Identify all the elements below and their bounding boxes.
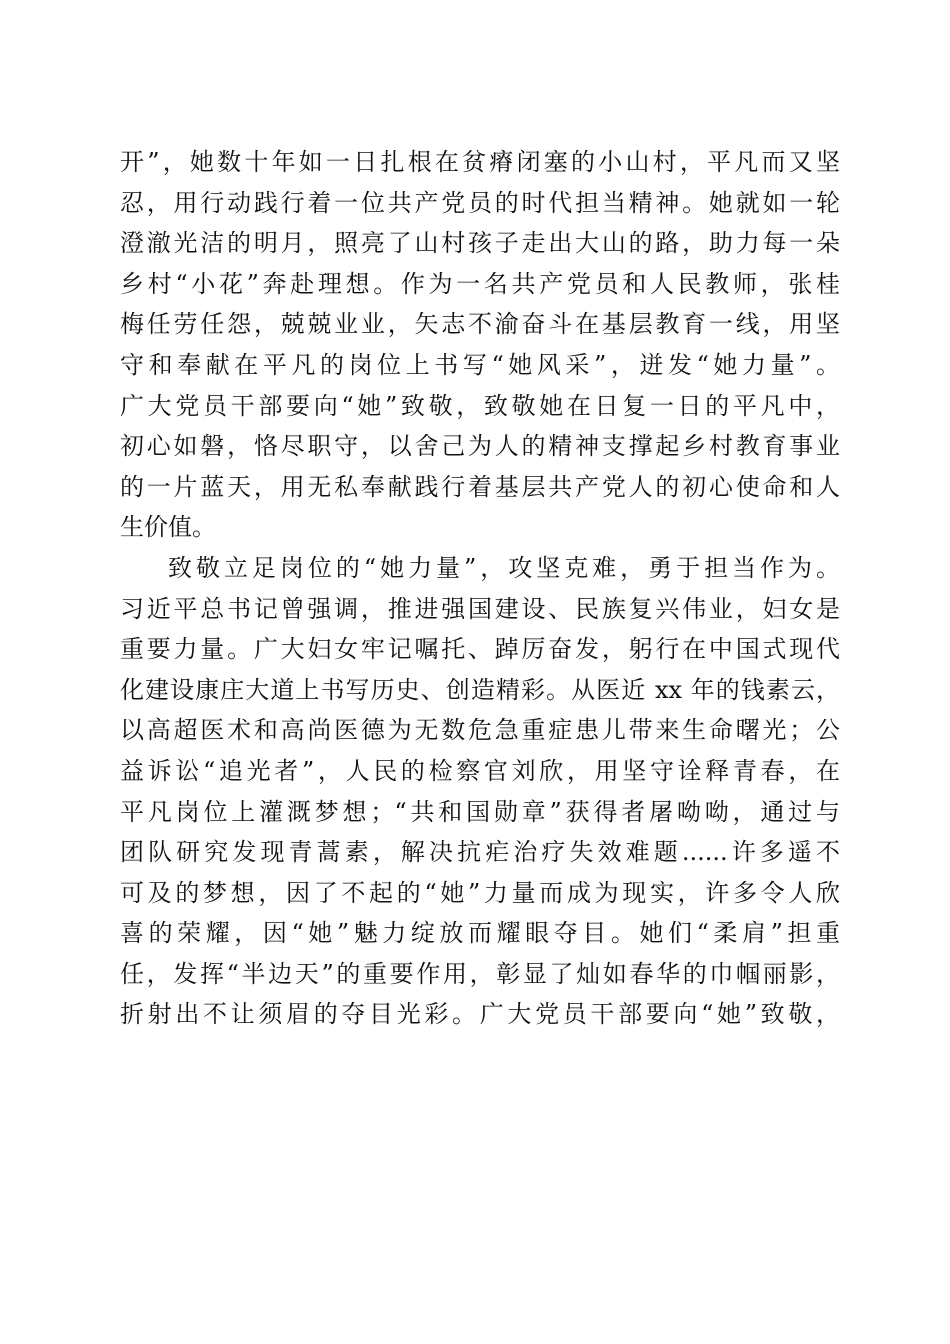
paragraph-1 (120, 142, 840, 548)
text-line: 澄澈光洁的明月，照亮了山村孩子走出大山的路，助力每一朵 (120, 229, 840, 258)
body-text (120, 142, 840, 1035)
text-line: 团队研究发现青蒿素，解决抗疟治疗失效难题......许多遥不 (120, 838, 840, 867)
text-line: 平凡岗位上灌溉梦想；“共和国勋章”获得者屠呦呦，通过与 (120, 797, 840, 826)
text-line: 益诉讼“追光者”，人民的检察官刘欣，用坚守诠释青春，在 (120, 756, 840, 785)
text-line: 任，发挥“半边天”的重要作用，彰显了灿如春华的巾帼丽影， (120, 959, 840, 988)
text-line: 开”，她数十年如一日扎根在贫瘠闭塞的小山村，平凡而又坚 (120, 148, 840, 176)
text-line: 可及的梦想，因了不起的“她”力量而成为现实，许多令人欣 (120, 878, 840, 907)
text-line: 生价值。 (120, 513, 216, 542)
text-line: 折射出不让须眉的夺目光彩。广大党员干部要向“她”致敬， (120, 1000, 840, 1029)
text-line: 初心如磐，恪尽职守，以舍己为人的精神支撑起乡村教育事业 (120, 432, 840, 461)
text-line: 忍，用行动践行着一位共产党员的时代担当精神。她就如一轮 (120, 188, 840, 217)
text-line: 梅任劳任怨，兢兢业业，矢志不渝奋斗在基层教育一线，用坚 (120, 310, 840, 339)
paragraph-2 (120, 548, 840, 1035)
text-line: 致敬立足岗位的“她力量”，攻坚克难，勇于担当作为。 (168, 553, 840, 582)
text-line: 喜的荣耀，因“她”魅力绽放而耀眼夺目。她们“柔肩”担重 (120, 919, 840, 948)
text-line: 以高超医术和高尚医德为无数危急重症患儿带来生命曙光；公 (120, 716, 840, 745)
text-line: 的一片蓝天，用无私奉献践行着基层共产党人的初心使命和人 (120, 472, 840, 501)
text-line: 重要力量。广大妇女牢记嘱托、踔厉奋发，躬行在中国式现代 (120, 635, 840, 664)
text-line: 习近平总书记曾强调，推进强国建设、民族复兴伟业，妇女是 (120, 594, 840, 623)
text-line: 广大党员干部要向“她”致敬，致敬她在日复一日的平凡中， (120, 391, 840, 420)
text-line: 守和奉献在平凡的岗位上书写“她风采”，迸发“她力量”。 (120, 350, 840, 379)
text-line: 乡村“小花”奔赴理想。作为一名共产党员和人民教师，张桂 (120, 269, 840, 298)
text-line: 化建设康庄大道上书写历史、创造精彩。从医近 xx 年的钱素云， (120, 675, 840, 704)
